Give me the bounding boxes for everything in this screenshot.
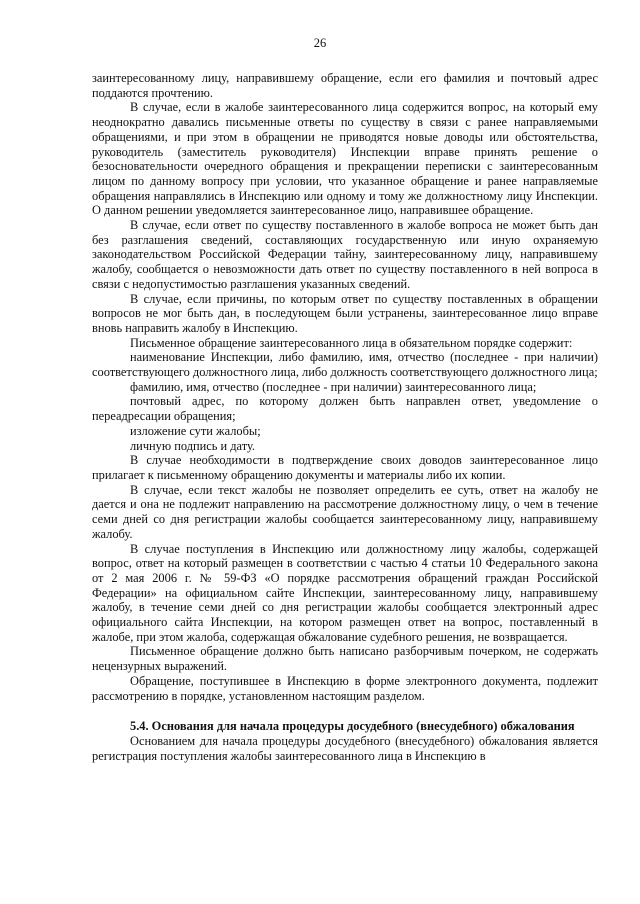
paragraph: Письменное обращение заинтересованного лица в обязательном порядке содержит: <box>130 335 573 350</box>
page-body <box>92 71 598 763</box>
paragraph: Обращение, поступившее в Инспекцию в форме электронного документа, подлежит рассмотрению в порядке, установленном настоящим разделом. <box>92 673 598 703</box>
paragraph: В случае, если текст жалобы не позволяет определить ее суть, ответ на жалобу не дается и она не подлежит направлению на рассмотрение должностному лицу, о чем в течение семи дней со дня регистрации жалобы сообщается заинтересованному лицу, направившему жалобу. <box>92 482 598 541</box>
paragraph: В случае, если причины, по которым ответ по существу поставленных в обращении вопросов не мог быть дан, в последующем были устранены, заинтересованное лицо вправе вновь направить жалобу в Инспекцию. <box>92 291 598 335</box>
paragraph: Основанием для начала процедуры досудебного (внесудебного) обжалования является регистрация поступления жалобы заинтересованного лица в Инспекцию в <box>92 733 598 763</box>
page-number: 26 <box>313 36 327 50</box>
section-heading: 5.4. Основания для начала процедуры досудебного (внесудебного) обжалования <box>130 719 575 734</box>
paragraph: заинтересованному лицу, направившему обращение, если его фамилия и почтовый адрес поддаются прочтению. <box>92 71 598 100</box>
paragraph: В случае поступления в Инспекцию или должностному лицу жалобы, содержащей вопрос, ответ на который размещен в соответствии с частью 4 статьи 10 Федерального закона от 2 мая 2006 г. № 59-ФЗ «О порядке рассмотрения обращений граждан Российской Федерации» на официальном сайте Инспекции, заинтересованному лицу, направившему жалобу, в течение семи дней со дня регистрации жалобы сообщается электронный адрес официального сайта Инспекции, на котором размещен ответ на вопрос, поставленный в жалобе, при этом жалоба, содержащая обжалование судебного решения, не возвращается. <box>92 541 598 644</box>
paragraph: В случае необходимости в подтверждение своих доводов заинтересованное лицо прилагает к письменному обращению документы и материалы либо их копии. <box>92 453 598 482</box>
list-item: личную подпись и дату. <box>130 438 256 453</box>
paragraph: В случае, если ответ по существу поставленного в жалобе вопроса не может быть дан без разглашения сведений, составляющих государственную или иную охраняемую законодательством Российской Федерации тайну, заинтересованному лицу, направившему жалобу, сообщается о невозможности дать ответ по существу поставленного в ней вопроса в связи с недопустимостью разглашения указанных сведений. <box>92 218 598 291</box>
list-item: почтовый адрес, по которому должен быть направлен ответ, уведомление о переадресации обращения; <box>92 394 598 424</box>
list-item: наименование Инспекции, либо фамилию, имя, отчество (последнее - при наличии) соответствующего должностного лица, либо должность соответствующего должностного лица; <box>92 350 598 380</box>
paragraph: В случае, если в жалобе заинтересованного лица содержится вопрос, на который ему неоднократно давались письменные ответы по существу в связи с ранее направляемыми обращениями, и при этом в обращении не приводятся новые доводы или обстоятельства, руководитель (заместитель руководителя) Инспекции вправе принять решение о безосновательности очередного обращения и прекращении переписки с заинтересованным лицом по данному вопросу при условии, что указанное обращение и ранее направляемые обращения направлялись в Инспекцию или одному и тому же должностному лицу Инспекции. О данном решении уведомляется заинтересованное лицо, направившее обращение. <box>92 100 598 218</box>
paragraph: Письменное обращение должно быть написано разборчивым почерком, не содержать нецензурных выражений. <box>92 644 598 674</box>
list-item: изложение сути жалобы; <box>130 423 261 438</box>
list-item: фамилию, имя, отчество (последнее - при наличии) заинтересованного лица; <box>130 379 537 394</box>
